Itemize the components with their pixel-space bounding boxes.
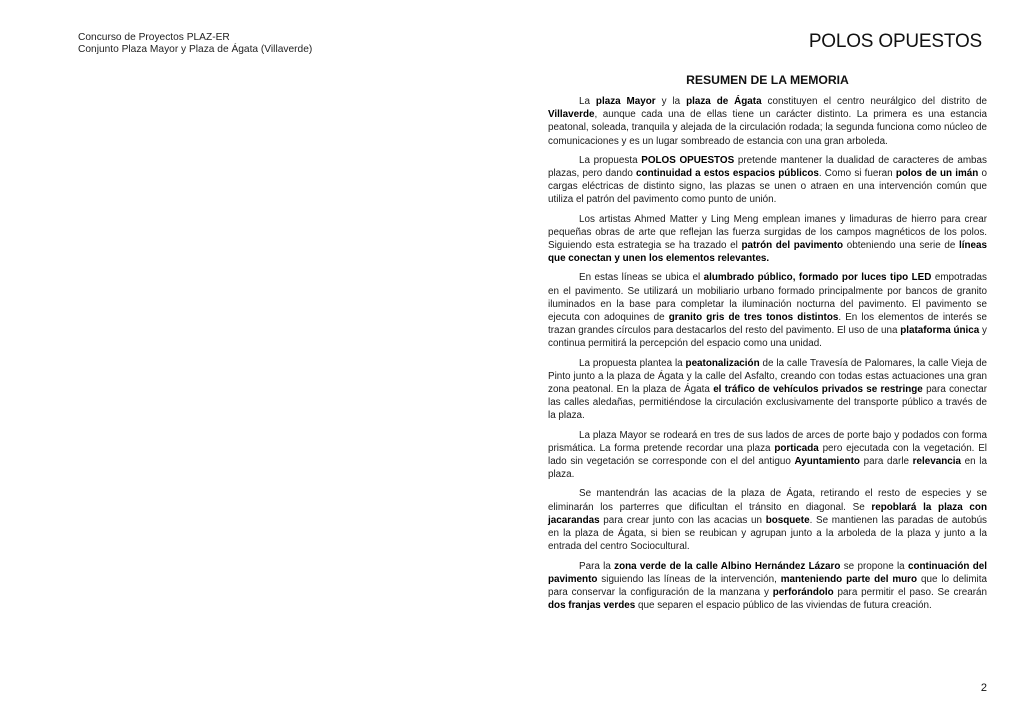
bold-text: zona verde de la calle Albino Hernández Lázaro	[614, 560, 841, 572]
text-run: obteniendo una serie de	[843, 240, 959, 252]
bold-text: patrón del pavimento	[741, 240, 844, 252]
text-run: , aunque cada una de ellas tiene un carácter distinto. La primera es una estancia peatonal, soleada, tranquila y alejada de la circulación rodada; la segunda funciona como núcleo de comunicaciones y es un lugar sombreado de estancia con una gran arboleda.	[548, 109, 987, 147]
body-paragraph	[548, 357, 987, 423]
text-run: y la	[655, 96, 687, 107]
text-run: Los artistas Ahmed Matter y Ling Meng emplean imanes y limaduras de hierro para crear pequeñas obras de arte que reflejan las fuerza surgidas de los campos magnéticos de los polos. Siguiendo esta estrategia se ha trazado el	[548, 213, 987, 252]
text-run: o cargas eléctricas de distinto signo, las plazas se unen o atraen en una intervención común que utiliza el patrón del pavimento como punto de unión.	[548, 168, 987, 206]
text-run: Para la	[579, 560, 615, 572]
text-run: constituyen el centro neurálgico del distrito de	[761, 96, 988, 107]
section-title: RESUMEN DE LA MEMORIA	[686, 73, 849, 87]
bold-text: dos franjas verdes	[548, 600, 636, 612]
bold-text: el tráfico de vehículos privados se restringe	[713, 384, 923, 396]
text-run: La propuesta plantea la	[579, 357, 686, 369]
text-run: pretende mantener la dualidad de caracteres de ambas plazas, pero dando	[548, 154, 987, 180]
bold-text: continuación del pavimento	[548, 560, 987, 585]
text-run: . En los elementos de interés se trazan grandes círculos para destacarlos del resto del pavimento. El uso de una	[548, 312, 987, 337]
bold-text: porticada	[774, 442, 819, 454]
text-run: para crear junto con las acacias un	[599, 514, 766, 526]
body-paragraph	[548, 154, 987, 207]
body-paragraph	[548, 560, 987, 613]
memory-summary	[548, 73, 987, 618]
body-paragraph	[548, 487, 987, 553]
bold-text: líneas que conectan y unen los elementos relevantes.	[548, 240, 987, 265]
project-location: Conjunto Plaza Mayor y Plaza de Ágata (Villaverde)	[78, 44, 313, 55]
bold-text: granito gris de tres tonos distintos	[668, 312, 839, 324]
text-run: siguiendo las líneas de la intervención,	[597, 573, 781, 585]
text-run: La plaza Mayor se rodeará en tres de sus lados de arces de porte bajo y podados con forma prismática. La forma pretende recordar una plaza	[548, 429, 987, 454]
body-paragraph	[548, 213, 987, 266]
bold-text: perforándolo	[772, 586, 834, 598]
contest-name: Concurso de Proyectos PLAZ-ER	[78, 32, 230, 43]
body-paragraph	[548, 95, 987, 148]
text-run: En estas líneas se ubica el	[579, 272, 704, 284]
text-run: para darle	[859, 456, 913, 468]
paragraph-list	[548, 95, 987, 612]
body-paragraph	[548, 429, 987, 482]
contest-header	[78, 32, 312, 56]
text-run: Se mantendrán las acacias de la plaza de Ágata, retirando el resto de especies y se eliminarán los parterres que dificultan el tránsito en diagonal. Se	[548, 488, 987, 513]
text-run: que separen el espacio público de las viviendas de futura creación.	[635, 600, 932, 612]
document-title: POLOS OPUESTOS	[808, 31, 982, 52]
text-run: pero ejecutada con la vegetación. El lado sin vegetación se corresponde con el del antiguo	[548, 442, 987, 468]
bold-text: plaza de Ágata	[686, 96, 762, 107]
bold-text: continuidad a estos espacios públicos	[636, 168, 819, 180]
bold-text: manteniendo parte del muro	[780, 573, 918, 585]
bold-text: Ayuntamiento	[794, 456, 860, 468]
bold-text: peatonalización	[685, 357, 760, 369]
text-run: que lo delimita para conservar la configuración de la manzana y	[548, 573, 987, 598]
bold-text: POLOS OPUESTOS	[641, 154, 735, 166]
text-run: para conectar las calles aledañas, permitiéndose la circulación exclusivamente del transporte público a través de la plaza.	[548, 384, 987, 422]
bold-text: repoblará la plaza con jacarandas	[548, 501, 987, 526]
bold-text: polos de un imán	[895, 168, 979, 180]
text-run: de la calle Travesía de Palomares, la calle Vieja de Pinto junto a la plaza de Ágata y la calle del Asfalto, creando con todas estas actuaciones una gran zona peatonal. En la plaza de Ágata	[548, 357, 987, 396]
body-paragraph	[548, 271, 987, 350]
text-run: y continua permitirá la percepción del espacio como una unidad.	[548, 325, 987, 350]
text-run: La propuesta	[579, 154, 642, 166]
bold-text: Villaverde	[548, 109, 595, 121]
text-run: La	[579, 96, 596, 107]
text-run: para permitir el paso. Se crearán	[833, 586, 987, 598]
text-run: se propone la	[840, 560, 908, 572]
bold-text: relevancia	[912, 456, 961, 468]
page-number: 2	[980, 682, 987, 694]
text-run: empotradas en el pavimento. Se utilizará un mobiliario urbano formado principalmente por bancos de granito iluminados en la base para completar la iluminación nocturna del pavimento. El pavimento se ejecuta con adoquines de	[548, 272, 987, 324]
bold-text: bosquete	[765, 514, 810, 526]
text-run: en la plaza.	[548, 456, 987, 481]
bold-text: plaza Mayor	[595, 96, 656, 107]
text-run: . Como si fueran	[818, 168, 896, 180]
bold-text: plataforma única	[900, 325, 980, 337]
text-run: . Se mantienen las paradas de autobús en la plaza de Ágata, si bien se reubican y agrupan junto a la arboleda de la plaza y junto a la entrada del centro Sociocultural.	[548, 514, 987, 553]
bold-text: alumbrado público, formado por luces tipo LED	[703, 272, 932, 284]
